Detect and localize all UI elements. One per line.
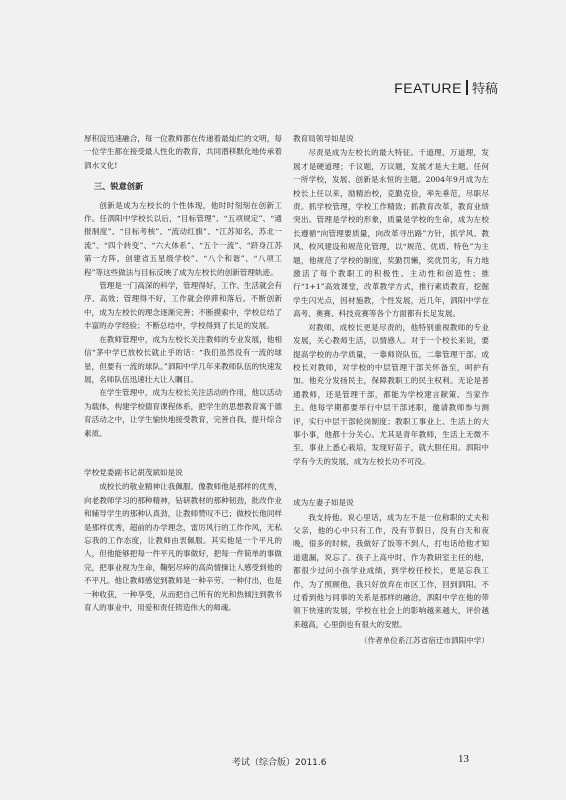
right-column (293, 132, 489, 648)
paragraph: 对教师，成校长更是尽责的，他特别重视教师的专业发展，关心教师生活，以情感人。对于一个校长来说，要提高学校的办学质量，一靠师资队伍，二靠管理干部。成校长对教师，对学校的中层管理干部关怀备至，呵护有加。他充分发扬民主，保障教职工的民主权利。无论是普通教师，还是管理干部，都能为学校建言献策、当家作主。他每学期都要举行中层干部述职，邀请教师参与测评，实行中层干部轮岗制度；教职工事业上、生活上的大事小事，他都十分关心。尤其是青年教师，生活上无微不至，事业上悉心栽培，发现好苗子，就大胆任用。泗阳中学有今天的发展，成为左校长功不可没。 (293, 322, 489, 466)
paragraph: 成校长的敬业精神让我佩服。像教师他是那样的优秀，向老教师学习的那种精神，钻研教材的那种韧劲，批改作业和辅导学生的那种认真劲，让教师赞叹不已；做校长他同样是那样优秀，超前的办学理念，雷厉风行的工作作风，无私忘我的工作态度，让教师由衷佩服。其实他是一个平凡的人，但他能够把每一件平凡的事做好，把每一件简单的事做完，把事业视为生命，鞠躬尽瘁的高尚情操让人感受到他的不平凡。他让教师感觉到教师是一种辛劳、一种付出，也是一种收获，一种享受，从而把自己所有的光和热倾注到教书育人的事业中，用爱和责任铸造伟大的师魂。 (84, 482, 282, 612)
paragraph: 在教师管理中，成为左校长关注教师的专业发展，他相信“茅中学已放校长就止乎的话：“我们虽然没有一流的球星，但要有一流的球队。”泗阳中学几年来教师队伍的快速发展，名师队伍迅速壮大让人瞩目。 (84, 334, 282, 384)
paragraph: 我支持他。说心里话，成为左不是一位称职的丈夫和父亲，他的心中只有工作，没有节假日，没有白天和夜晚，很多的时候，我做好了饭等不到人，打电话给他才知道遗漏，说忘了。孩子上高中时，作为教研室主任的他，都很少过问小孩学业成绩，到学校任校长，更是忘我工作，为了照顾他，我只好放弃在市区工作，回到泗阳。不过看到他与同事的关系是那样的融洽，泗阳中学在他的带领下快速的发展，学校在社会上的影响越来越大，评价越来越高，心里倒也有很大的安慰。 (293, 512, 489, 629)
quote-source: 学校党委副书记胡茂斌如是说 (84, 467, 183, 477)
paragraph: 管理是一门高深的科学，管理得好，工作、生活就会有序、高效；管理得不好，工作就会停滞和落后。不断创新中，成为左校长的理念逐渐完善；不断摸索中，学校总结了丰富的办学经验；不断总结中，学校得到了长足的发展。 (84, 281, 282, 331)
quote-source: 成为左妻子如是说 (293, 498, 354, 508)
spacer (293, 468, 489, 496)
magazine-issue: 考试（综合版）2011.6 (232, 758, 327, 768)
author-affiliation: （作者单位系江苏省宿迁市泗阳中学） (359, 636, 489, 646)
paragraph: 尽责是成为左校长的最大特征。千道理、万道理，发展才是硬道理；千议题，万议题，发展才是大主题。任何一所学校，发展、创新是永恒的主题。2004年9月成为左校长上任以来，励精治校，克勤克俭，率先垂范，尽职尽责。抓学校管理，学校工作精致；抓教育改革，教育业绩突出。管理是学校的形象，质量是学校的生命，成为左校长遵循“向管理要质量，向改革寻出路”方针，抓学风、教风、校风建设和规范化管理，以“规范、优质、特色”为主题，他规范了学校的制度，奖勤罚懒，奖优罚劣，有力地激活了每个教职工的积极性、主动性和创造性；推行“1+1”高效课堂，改革教学方式，推行素质教育，挖掘学生闪光点，因材施教，个性发展，近几年，泗阳中学在高考、奥赛、科技竞赛等各个方面都有长足发展。 (293, 148, 489, 319)
intro-paragraph: 厚积淀迅速融合，每一位教师都在传递着最灿烂的文明，每一位学生都在接受最人性化的教育，共同潜移默化地传承着泗水文化! (84, 134, 282, 170)
section-heading: 三、锐意创新 (94, 181, 144, 192)
quote-source: 教育局领导如是说 (293, 134, 354, 143)
header-divider (466, 80, 468, 95)
header-feature-label: FEATURE (394, 79, 462, 96)
paragraph: 创新是成为左校长的个性体现，他时时刻刻在创新工作。任泗阳中学校长以后，“目标管理”、“五项规定”、“通报制度”、“目标考核”、“流动红旗”、“江苏知名，苏北一流”、“四个转变”、“六大体系”、“五个一流”、“跻身江苏第一方阵，创建省五星级学校”、“八个和谐”、“八项工程”等这些做法与目标反映了成为左校长的创新管理轨迹。 (84, 200, 282, 277)
spacer (84, 440, 282, 466)
header-feature-cn-label: 特稿 (471, 82, 498, 97)
paragraph: 在学生管理中，成为左校长关注活动的作用，他以活动为载体，构建学校德育课程体系，把学生的思想教育寓于德育活动之中，让学生愉快地接受教育，完善自我，提升综合素质。 (84, 388, 282, 438)
page-number: 13 (458, 753, 469, 765)
left-column (84, 132, 282, 614)
section-header (394, 78, 498, 97)
